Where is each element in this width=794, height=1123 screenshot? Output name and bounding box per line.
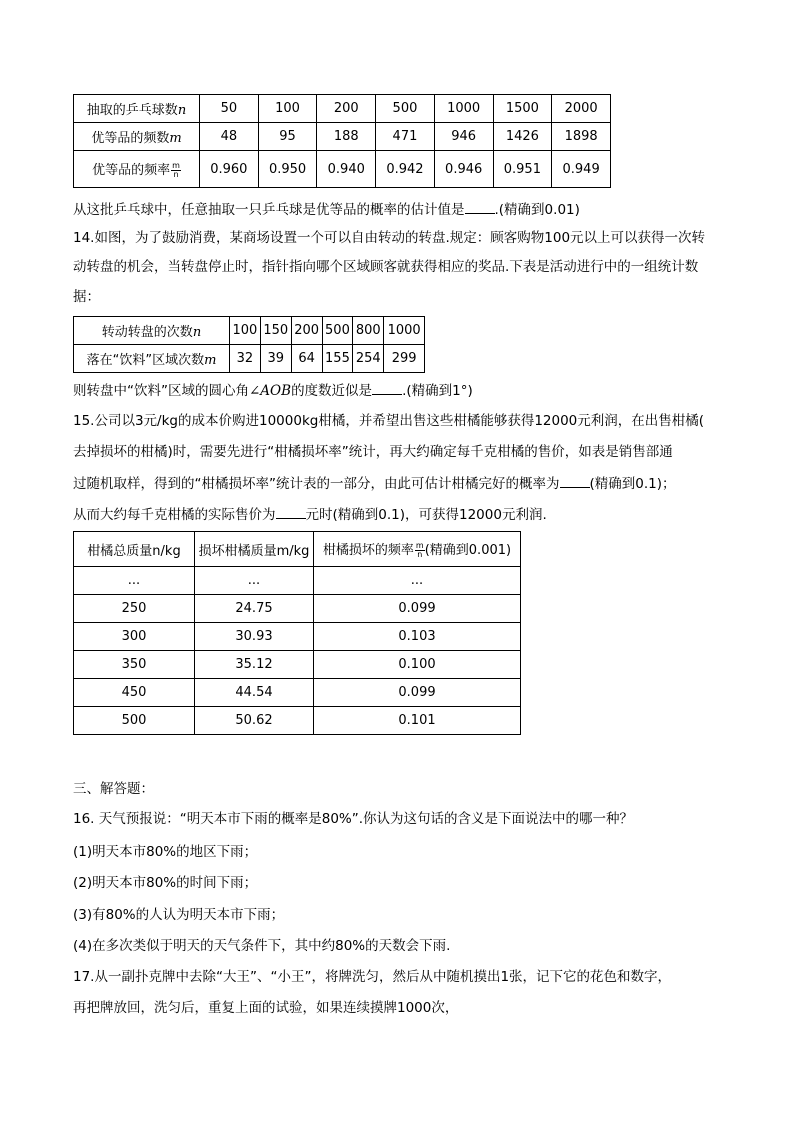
q16-option: (2)明天本市80%的时间下雨； bbox=[73, 875, 258, 891]
table-cell: 0.099 bbox=[314, 679, 521, 707]
table-cell: 1000 bbox=[434, 95, 493, 123]
table-cell: 500 bbox=[376, 95, 435, 123]
answer-blank bbox=[560, 473, 590, 488]
q14-line3: 据： bbox=[73, 289, 100, 305]
q14-line2: 动转盘的机会，当转盘停止时，指针指向哪个区域顾客就获得相应的奖品.下表是活动进行中的一组统计数 bbox=[73, 259, 699, 275]
row-label: 优等品的频率 $\frac{m}{n}$ bbox=[74, 151, 200, 188]
table-row bbox=[74, 95, 611, 123]
table-cell: 150 bbox=[260, 317, 291, 345]
table-cell: 500 bbox=[322, 317, 353, 345]
table-row bbox=[74, 595, 521, 623]
q16-stem: 16. 天气预报说：“明天本市下雨的概率是80%”.你认为这句话的含义是下面说法中的哪一种？ bbox=[73, 811, 634, 827]
table-cell: 0.949 bbox=[552, 151, 611, 188]
table-header-row bbox=[74, 532, 521, 567]
table-cell: 300 bbox=[74, 623, 195, 651]
orange-table bbox=[73, 531, 521, 735]
q17-line1: 17.从一副扑克牌中去除“大王”、“小王”，将牌洗匀，然后从中随机摸出1张，记下它的花色和数字， bbox=[73, 969, 672, 985]
table-cell: 32 bbox=[230, 345, 261, 373]
table-cell: 155 bbox=[322, 345, 353, 373]
q15-line2: 去掉损坏的柑橘)时，需要先进行“柑橘损坏率”统计，再大约确定每千克柑橘的售价，如表是销售部通 bbox=[73, 444, 673, 460]
table-cell: 30.93 bbox=[195, 623, 314, 651]
q17-line2: 再把牌放回，洗匀后，重复上面的试验，如果连续摸牌1000次， bbox=[73, 1000, 459, 1016]
table-cell: 44.54 bbox=[195, 679, 314, 707]
answer-blank bbox=[465, 199, 495, 214]
table-cell: 50.62 bbox=[195, 707, 314, 735]
table-cell: ... bbox=[195, 567, 314, 595]
table-cell: 100 bbox=[258, 95, 317, 123]
table-cell: 0.942 bbox=[376, 151, 435, 188]
table-cell: 0.103 bbox=[314, 623, 521, 651]
table-cell: 48 bbox=[200, 123, 259, 151]
column-header: 柑橘损坏的频率 $\frac{m}{n}$ (精确到0.001) bbox=[314, 532, 521, 567]
table-row bbox=[74, 345, 425, 373]
table-cell: 0.950 bbox=[258, 151, 317, 188]
row-label: 转动转盘的次数n bbox=[74, 317, 230, 345]
table-cell: ... bbox=[74, 567, 195, 595]
pingpong-table bbox=[73, 94, 611, 188]
table-cell: 0.940 bbox=[317, 151, 376, 188]
answer-blank bbox=[276, 504, 306, 519]
table-row bbox=[74, 707, 521, 735]
table-cell: 100 bbox=[230, 317, 261, 345]
table-cell: 946 bbox=[434, 123, 493, 151]
table-cell: 24.75 bbox=[195, 595, 314, 623]
row-label: 优等品的频数m bbox=[74, 123, 200, 151]
table-cell: 50 bbox=[200, 95, 259, 123]
table-cell: 250 bbox=[74, 595, 195, 623]
table-cell: 200 bbox=[291, 317, 322, 345]
table-cell: 800 bbox=[353, 317, 384, 345]
table-cell: 2000 bbox=[552, 95, 611, 123]
q14-line1: 14.如图，为了鼓励消费，某商场设置一个可以自由转动的转盘.规定：顾客购物100元以上可以获得一次转 bbox=[73, 230, 706, 246]
answer-blank bbox=[372, 380, 402, 395]
table-cell: 254 bbox=[353, 345, 384, 373]
table-cell: 39 bbox=[260, 345, 291, 373]
column-header: 损坏柑橘质量m/kg bbox=[195, 532, 314, 567]
table-cell: 0.951 bbox=[493, 151, 552, 188]
table-cell: 500 bbox=[74, 707, 195, 735]
row-label: 抽取的乒乓球数n bbox=[74, 95, 200, 123]
section-heading: 三、解答题： bbox=[73, 781, 154, 797]
table-cell: 200 bbox=[317, 95, 376, 123]
table-cell: 471 bbox=[376, 123, 435, 151]
table-cell: 35.12 bbox=[195, 651, 314, 679]
table-row bbox=[74, 679, 521, 707]
table-cell: 450 bbox=[74, 679, 195, 707]
q15-line1: 15.公司以3元/kg的成本价购进10000kg柑橘，并希望出售这些柑橘能够获得12000元利润，在出售柑橘( bbox=[73, 413, 705, 429]
table-cell: 0.101 bbox=[314, 707, 521, 735]
row-label: 落在“饮料”区域次数m bbox=[74, 345, 230, 373]
table-cell: 0.100 bbox=[314, 651, 521, 679]
table-row bbox=[74, 567, 521, 595]
table-row bbox=[74, 623, 521, 651]
fraction: $\frac{m}{n}$ bbox=[415, 541, 424, 559]
table-cell: 299 bbox=[384, 345, 425, 373]
table-cell: 0.946 bbox=[434, 151, 493, 188]
table-row bbox=[74, 123, 611, 151]
table-cell: 95 bbox=[258, 123, 317, 151]
table-cell: 188 bbox=[317, 123, 376, 151]
table-row bbox=[74, 651, 521, 679]
q13-tail: 从这批乒乓球中，任意抽取一只乒乓球是优等品的概率的估计值是 .(精确到0.01) bbox=[73, 199, 580, 220]
table-cell: 1898 bbox=[552, 123, 611, 151]
table-cell: 0.960 bbox=[200, 151, 259, 188]
table-row bbox=[74, 317, 425, 345]
fraction: $\frac{m}{n}$ bbox=[172, 161, 180, 179]
table-cell: 64 bbox=[291, 345, 322, 373]
q15-line3: 过随机取样，得到的“柑橘损坏率”统计表的一部分，由此可估计柑橘完好的概率为 (精确到0.1)； bbox=[73, 473, 676, 494]
spinner-table bbox=[73, 316, 425, 373]
table-cell: 350 bbox=[74, 651, 195, 679]
table-row bbox=[74, 151, 611, 188]
column-header: 柑橘总质量n/kg bbox=[74, 532, 195, 567]
q14-tail: 则转盘中“饮料”区域的圆心角∠AOB的度数近似是 .(精确到1°) bbox=[73, 380, 473, 401]
q16-option: (4)在多次类似于明天的天气条件下，其中约80%的天数会下雨. bbox=[73, 938, 451, 954]
q16-option: (1)明天本市80%的地区下雨； bbox=[73, 844, 258, 860]
table-cell: 1000 bbox=[384, 317, 425, 345]
table-cell: ... bbox=[314, 567, 521, 595]
table-cell: 1426 bbox=[493, 123, 552, 151]
q16-option: (3)有80%的人认为明天本市下雨； bbox=[73, 907, 285, 923]
q15-line4: 从而大约每千克柑橘的实际售价为 元时(精确到0.1)，可获得12000元利润. bbox=[73, 504, 547, 525]
table-cell: 0.099 bbox=[314, 595, 521, 623]
table-cell: 1500 bbox=[493, 95, 552, 123]
